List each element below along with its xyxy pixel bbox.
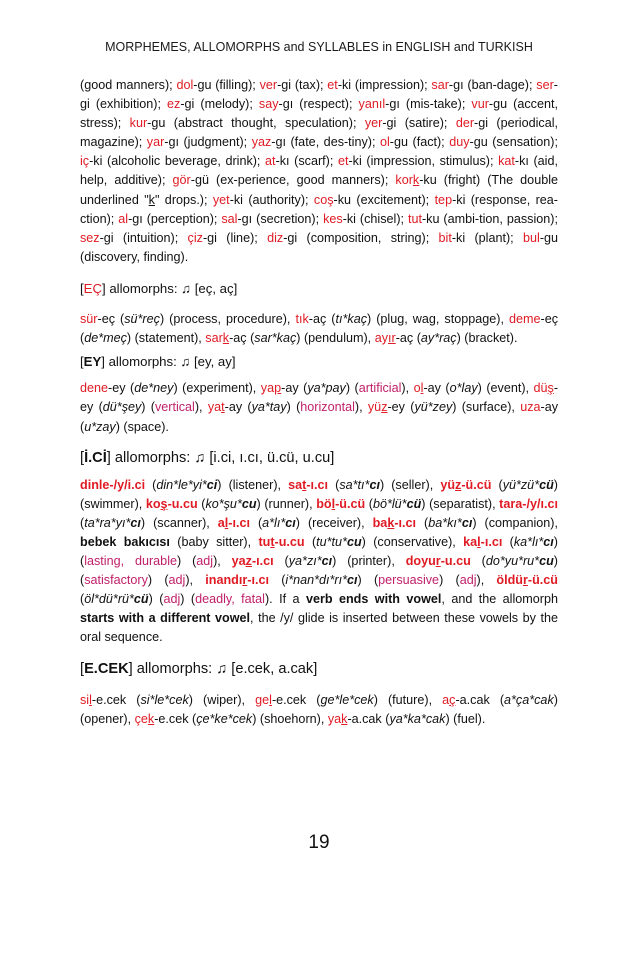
heading-ecek-allomorphs: [E.CEK] allomorphs: ♫ [e.cek, a.cak]	[80, 660, 318, 677]
page-body	[80, 76, 558, 729]
music-note-icon: ♫	[180, 354, 191, 370]
heading-ey-allomorphs: [EY] allomorphs: ♫ [ey, ay]	[80, 354, 236, 370]
page-number: 19	[308, 832, 330, 853]
paragraph-ici-examples: dinle-/y/i.ci (din*le*yi*ci) (listener), sat-ı.cı (sa*tı*cı) (seller), yüz-ü.cü (yü*zü*cü) (swimmer), koş-u.cu (ko*şu*cu) (runner), böl-ü.cü (bö*lü*cü) (separatist), tara-/y/ı.cı (ta*ra*yı*cı) (scanner), al-ı.cı (a*lı*cı) (receiver), bak-ı.cı (ba*kı*cı) (companion), bebek bakıcısı (baby sitter), tut-u.cu (tu*tu*cu) (conservative), kal-ı.cı (ka*lı*cı) (lasting, durable) (adj), yaz-ı.cı (ya*zı*cı) (printer), doyur-u.cu (do*yu*ru*cu) (satisfactory) (adj), inandır-ı.cı (i*nan*dı*rı*cı) (persuasive) (adj), öldür-ü.cü (öl*dü*rü*cü) (adj) (deadly, fatal). If a verb ends with vowel, and the allomorph starts with a different vowel, the /y/ glide is inserted between these vowels by the oral sequence.	[80, 477, 558, 645]
heading-ici-allomorphs: [İ.Cİ] allomorphs: ♫ [i.ci, ı.cı, ü.cü, u.cu]	[80, 449, 335, 466]
music-note-icon: ♫	[216, 660, 228, 677]
paragraph-ey-examples: dene-ey (de*ney) (experiment), yap-ay (ya*pay) (artificial), ol-ay (o*lay) (event), düş-ey (dü*şey) (vertical), yat-ay (ya*tay) (horizontal), yüz-ey (yü*zey) (surface), uza-ay (u*zay) (space).	[80, 381, 559, 434]
paragraph-ecek-examples: sil-e.cek (si*le*cek) (wiper), gel-e.cek (ge*le*cek) (future), aç-a.cak (a*ça*cak) (opener), çek-e.cek (çe*ke*cek) (shoehorn), yak-a.cak (ya*ka*cak) (fuel).	[80, 692, 558, 726]
music-note-icon: ♫	[181, 280, 192, 296]
paragraph-gi-suffix-examples: (good manners); dol-gu (filling); ver-gi (tax); et-ki (impression); sar-gı (ban-dage); ser-gi (exhibition); ez-gi (melody); say-gı (respect); yanıl-gı (mis-take); vur-gu (accent, stress); kur-gu (abstract thought, speculation); yer-gi (satire); der-gi (periodical, magazine); yar-gı (judgment); yaz-gı (fate, des-tiny); ol-gu (fact); duy-gu (sensation); iç-ki (alcoholic beverage, drink); at-kı (scarf); et-ki (impression, stimulus); kat-kı (aid, help, additive); gör-gü (ex-perience, good manners); kork-ku (fright) (The double underlined "k" drops.); yet-ki (authority); coş-ku (excitement); tep-ki (response, rea-ction); al-gı (perception); sal-gı (secretion); kes-ki (chisel); tut-ku (ambi-tion, passion); sez-gi (intuition); çiz-gi (line); diz-gi (composition, string); bit-ki (plant); bul-gu (discovery, finding).	[80, 78, 559, 264]
running-header: MORPHEMES, ALLOMORPHS and SYLLABLES in ENGLISH and TURKISH	[105, 40, 533, 54]
heading-ec-allomorphs: [EÇ] allomorphs: ♫ [eç, aç]	[80, 280, 238, 296]
paragraph-ec-examples: sür-eç (sü*reç) (process, procedure), tık-aç (tı*kaç) (plug, wag, stoppage), deme-eç (de*meç) (statement), sark-aç (sar*kaç) (pendulum), ayır-aç (ay*raç) (bracket).	[80, 312, 559, 346]
music-note-icon: ♫	[194, 449, 206, 466]
